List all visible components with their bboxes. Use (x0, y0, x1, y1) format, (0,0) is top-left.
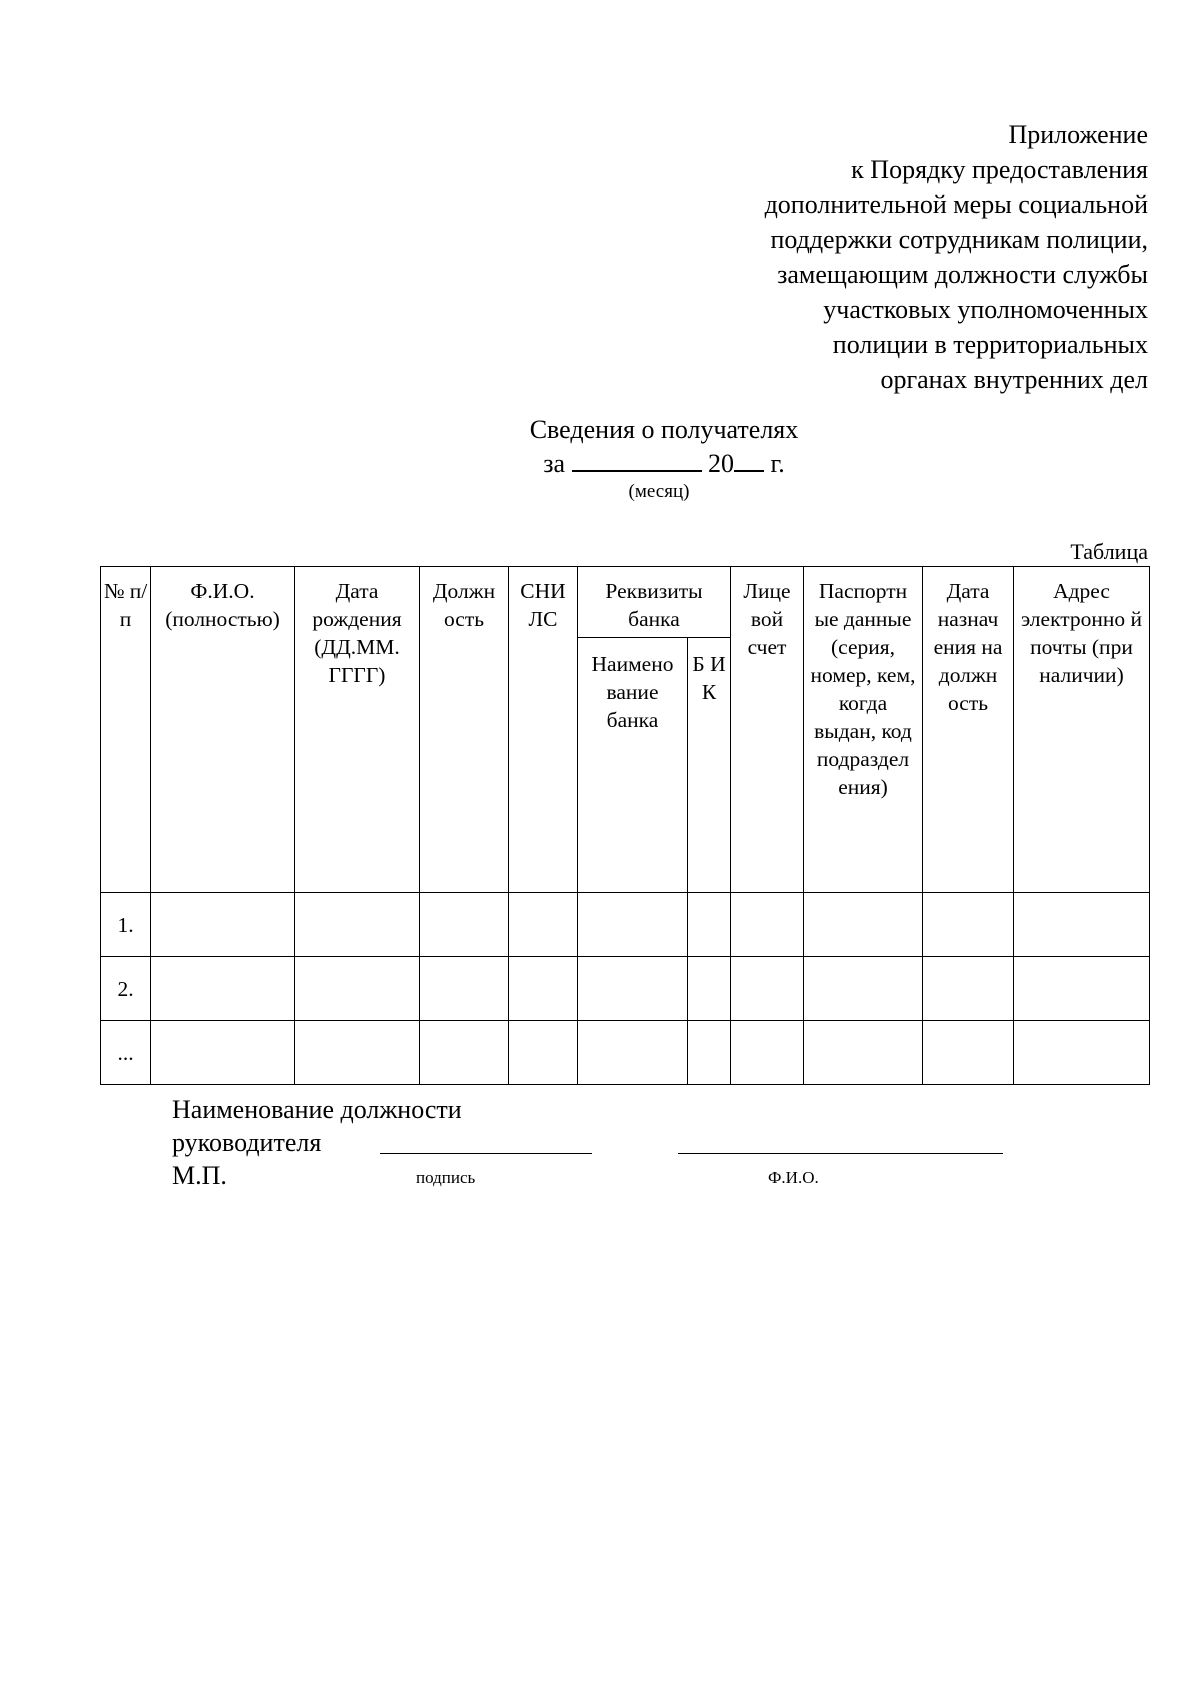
header-bank-name: Наимено вание банка (578, 638, 688, 893)
table-row (101, 1021, 1150, 1085)
table-cell[interactable] (731, 957, 804, 1021)
table-cell[interactable] (509, 957, 578, 1021)
header-email: Адрес электронно й почты (при наличии) (1014, 567, 1150, 893)
table-cell[interactable] (578, 1021, 688, 1085)
year-suffix: г. (770, 449, 785, 478)
header-fio: Ф.И.О. (полностью) (151, 567, 295, 893)
header-position: Должн ость (420, 567, 509, 893)
appendix-line: дополнительной меры социальной (764, 190, 1148, 219)
table-cell[interactable] (578, 957, 688, 1021)
table-cell[interactable] (420, 1021, 509, 1085)
table-cell[interactable] (295, 957, 420, 1021)
table-cell[interactable] (804, 957, 923, 1021)
table-cell[interactable] (295, 1021, 420, 1085)
table-cell[interactable] (923, 893, 1014, 957)
table-cell[interactable] (731, 1021, 804, 1085)
table-cell[interactable] (420, 957, 509, 1021)
appendix-line: поддержки сотрудникам полиции, (770, 225, 1148, 254)
appendix-line: замещающим должности службы (777, 260, 1148, 289)
table-cell[interactable] (1014, 957, 1150, 1021)
year-blank[interactable] (734, 448, 764, 472)
table-cell[interactable] (151, 893, 295, 957)
recipients-table (100, 566, 1150, 1085)
appendix-line: полиции в территориальных (832, 330, 1148, 359)
header-snils: СНИ ЛС (509, 567, 578, 893)
appendix-line: Приложение (1008, 120, 1148, 149)
document-title: Сведения о получателях (529, 415, 799, 444)
period-prefix: за (543, 449, 566, 478)
fio-hint: Ф.И.О. (768, 1168, 819, 1187)
table-cell[interactable] (688, 893, 731, 957)
table-row (101, 957, 1150, 1021)
table-cell[interactable] (804, 893, 923, 957)
fio-line[interactable] (678, 1153, 1003, 1154)
appendix-line: к Порядку предоставления (851, 155, 1148, 184)
table-cell[interactable] (509, 1021, 578, 1085)
table-label: Таблица (1070, 539, 1148, 564)
table-cell[interactable] (151, 1021, 295, 1085)
signature-hint: подпись (416, 1168, 476, 1187)
header-birth-date: Дата рождения (ДД.ММ. ГГГГ) (295, 567, 420, 893)
month-blank[interactable] (572, 448, 702, 472)
header-num: № п/п (101, 567, 151, 893)
table-row (101, 893, 1150, 957)
table-cell[interactable] (578, 893, 688, 957)
month-hint: (месяц) (628, 481, 690, 502)
period-line (0, 447, 1200, 481)
table-cell[interactable] (509, 893, 578, 957)
position-label-line1: Наименование должности (172, 1095, 462, 1124)
table-cell[interactable] (731, 893, 804, 957)
appendix-line: участковых уполномоченных (823, 295, 1148, 324)
table-cell[interactable] (295, 893, 420, 957)
table-cell[interactable] (804, 1021, 923, 1085)
table-cell[interactable] (688, 1021, 731, 1085)
appendix-header (628, 117, 1148, 397)
row-number: 2. (101, 957, 151, 1021)
table-cell[interactable] (1014, 893, 1150, 957)
header-account: Лице вой счет (731, 567, 804, 893)
row-number: ... (101, 1021, 151, 1085)
header-bank-details: Реквизиты банка (578, 567, 731, 638)
header-passport: Паспортн ые данные (серия, номер, кем, когда выдан, код подраздел ения) (804, 567, 923, 893)
year-prefix: 20 (708, 449, 735, 478)
table-cell[interactable] (1014, 1021, 1150, 1085)
table-cell[interactable] (923, 1021, 1014, 1085)
signature-line[interactable] (380, 1153, 592, 1154)
stamp-label: М.П. (172, 1161, 227, 1190)
table-cell[interactable] (688, 957, 731, 1021)
document-heading (0, 413, 1200, 503)
row-number: 1. (101, 893, 151, 957)
appendix-line: органах внутренних дел (880, 365, 1148, 394)
table-cell[interactable] (151, 957, 295, 1021)
header-appointment-date: Дата назнач ения на должн ость (923, 567, 1014, 893)
table-cell[interactable] (420, 893, 509, 957)
table-cell[interactable] (923, 957, 1014, 1021)
position-label-line2: руководителя (172, 1128, 322, 1157)
header-bik: Б И К (688, 638, 731, 893)
